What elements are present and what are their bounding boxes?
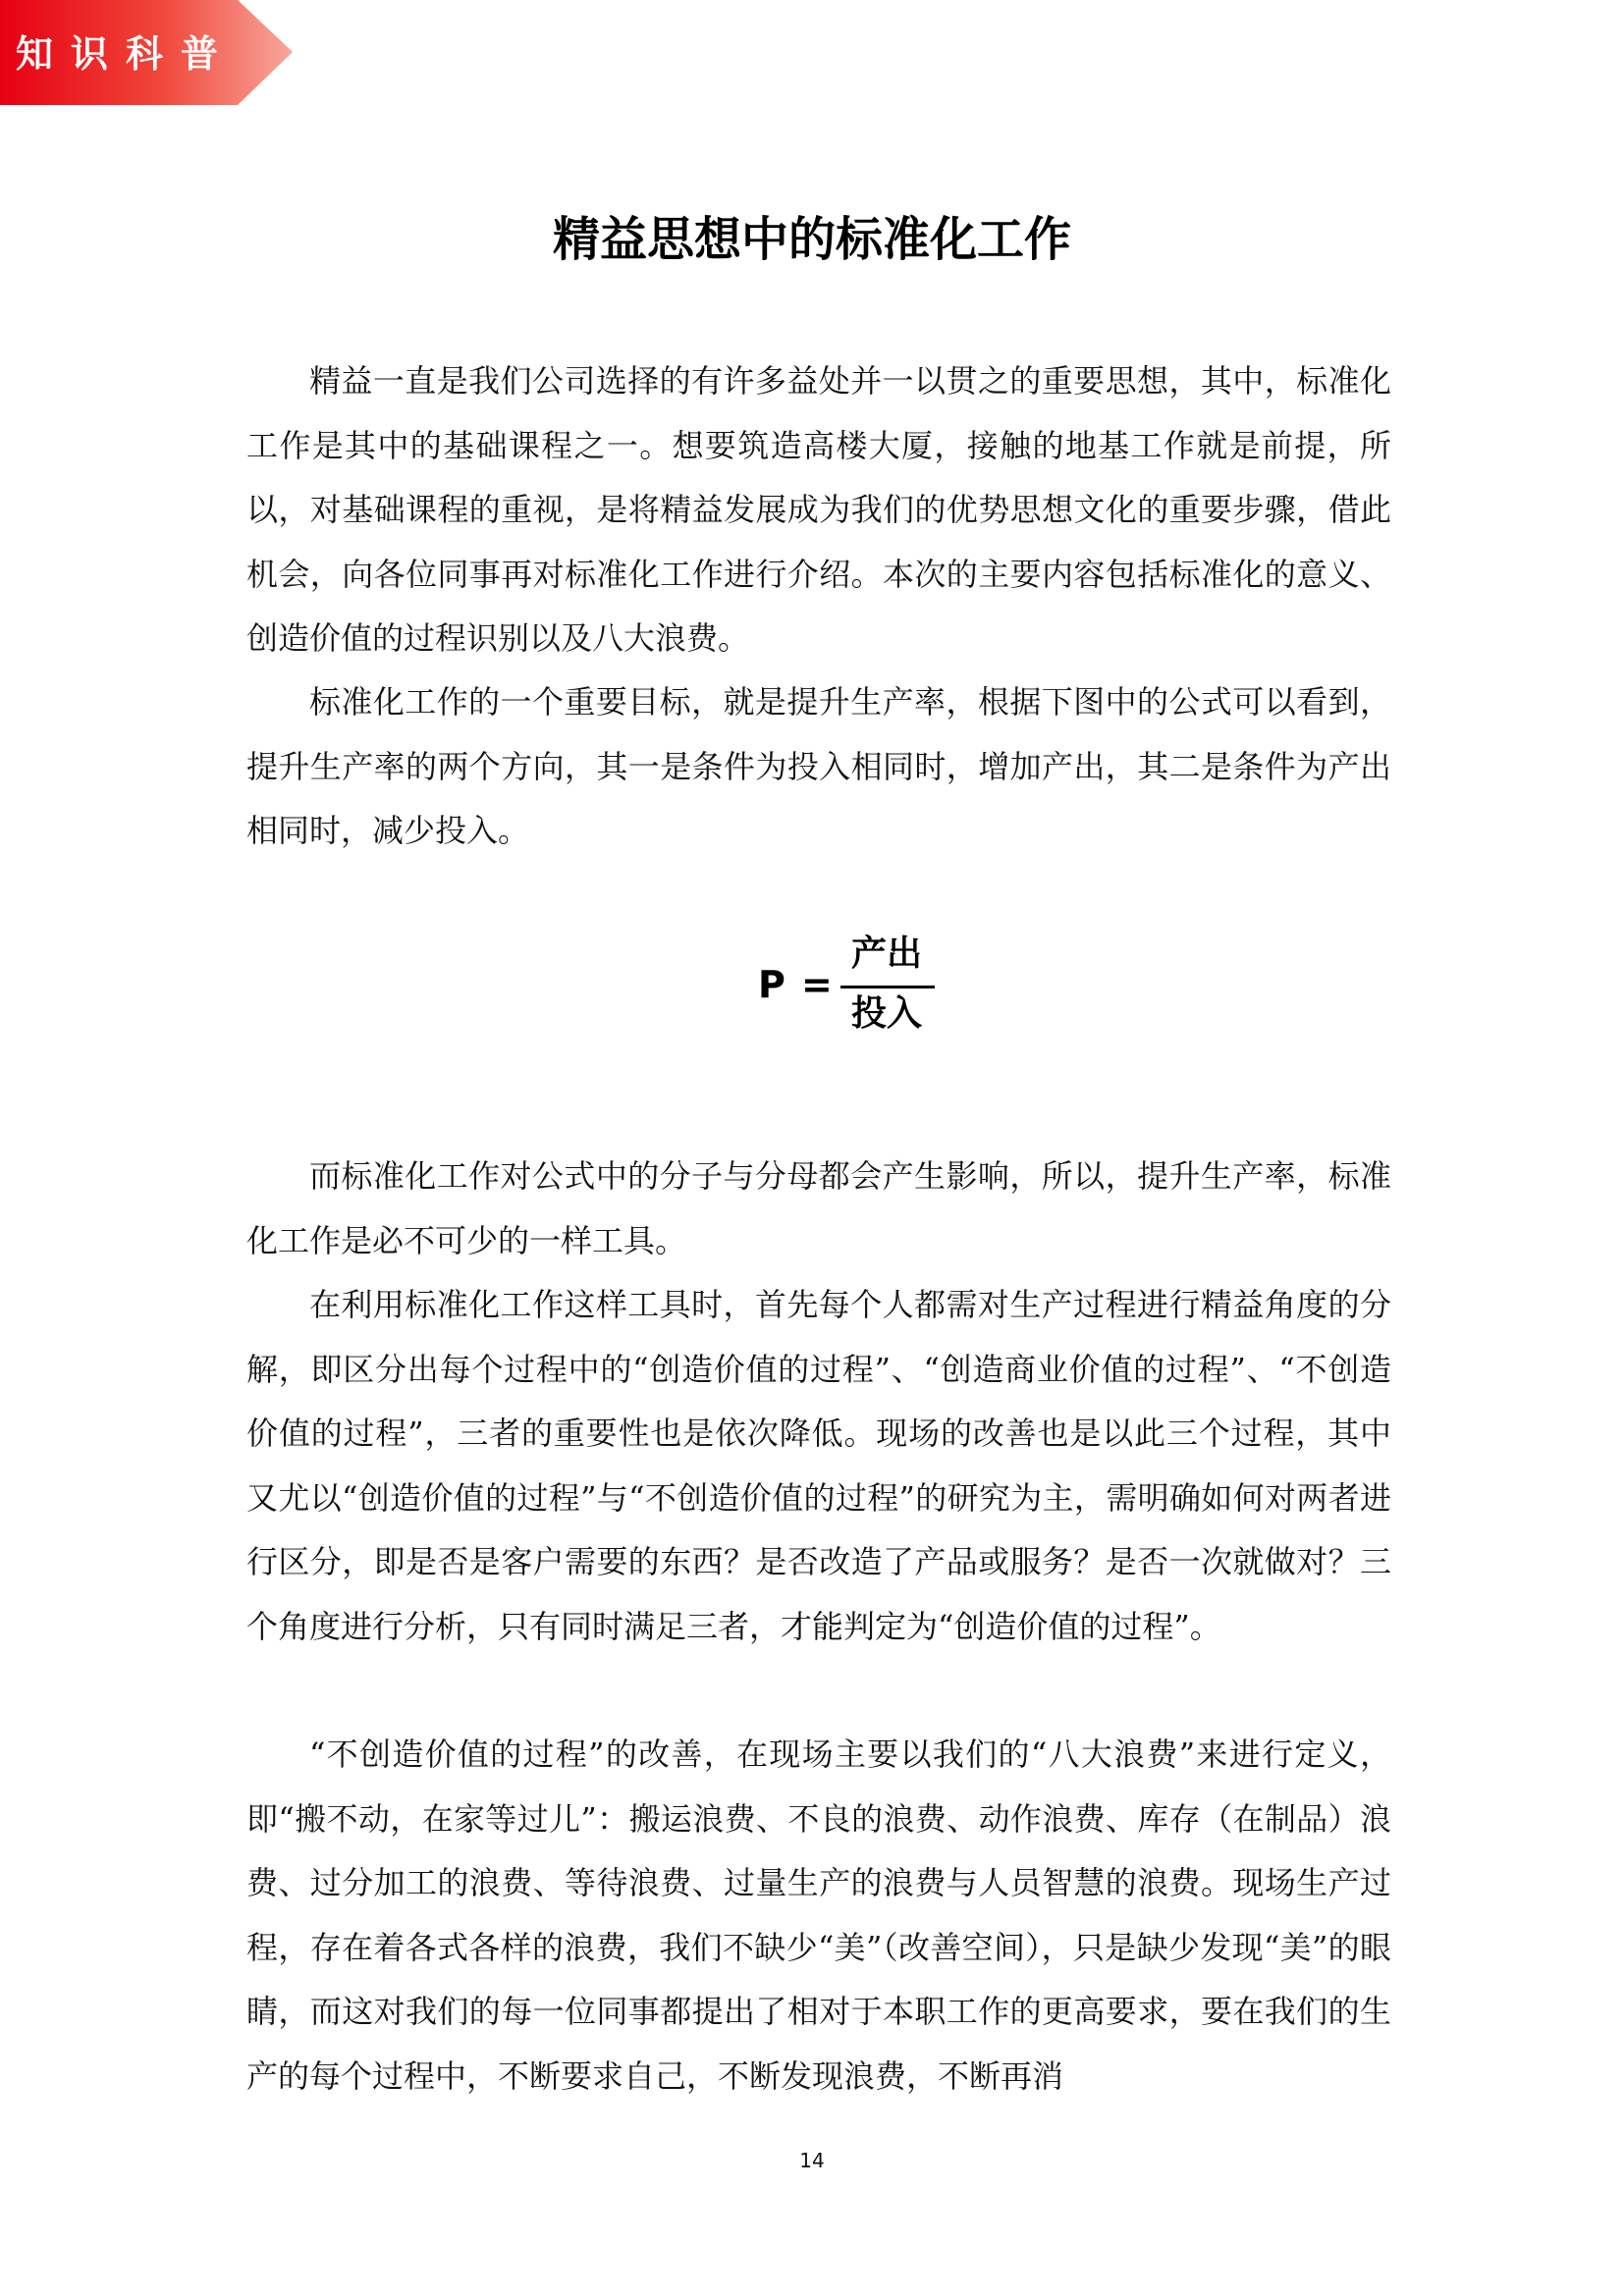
paragraph-formula-impact: 而标准化工作对公式中的分子与分母都会产生影响，所以，提升生产率，标准化工作是必不可少的一样工具。 (246, 1157, 1391, 1259)
page-number: 14 (799, 2149, 825, 2172)
formula-equals: = (801, 963, 833, 1006)
paragraph-intro: 精益一直是我们公司选择的有许多益处并一以贯之的重要思想，其中，标准化工作是其中的基础课程之一。想要筑造高楼大厦，接触的地基工作就是前提，所以，对基础课程的重视，是将精益发展成为我们的优势思想文化的重要步骤，借此机会，向各位同事再对标准化工作进行介绍。本次的主要内容包括标准化的意义、创造价值的过程识别以及八大浪费。 (246, 362, 1391, 657)
formula-denominator: 投入 (850, 993, 922, 1034)
paragraph-productivity: 标准化工作的一个重要目标，就是提升生产率，根据下图中的公式可以看到，提升生产率的两个方向，其一是条件为投入相同时，增加产出，其二是条件为产出相同时，减少投入。 (246, 683, 1391, 849)
formula-numerator: 产出 (850, 934, 922, 974)
article-title: 精益思想中的标准化工作 (552, 212, 1071, 267)
formula-variable: P (758, 963, 785, 1006)
productivity-formula (754, 931, 950, 1044)
fraction-bar (840, 986, 935, 988)
paragraph-eight-wastes: “不创造价值的过程”的改善，在现场主要以我们的“八大浪费”来进行定义，即“搬不动，在家等过儿”：搬运浪费、不良的浪费、动作浪费、库存（在制品）浪费、过分加工的浪费、等待浪费、过量生产的浪费与人员智慧的浪费。现场生产过程，存在着各式各样的浪费，我们不缺少“美”（改善空间），只是缺少发现“美”的眼睛，而这对我们的每一位同事都提出了相对于本职工作的更高要求，要在我们的生产的每个过程中，不断要求自己，不断发现浪费，不断再消 (246, 1735, 1391, 2095)
section-banner-label: 知识科普 (16, 32, 237, 76)
paragraph-value-process: 在利用标准化工作这样工具时，首先每个人都需对生产过程进行精益角度的分解，即区分出每个过程中的“创造价值的过程”、“创造商业价值的过程”、“不创造价值的过程”，三者的重要性也是依次降低。现场的改善也是以此三个过程，其中又尤以“创造价值的过程”与“不创造价值的过程”的研究为主，需明确如何对两者进行区分，即是否是客户需要的东西？是否改造了产品或服务？是否一次就做对？三个角度进行分析，只有同时满足三者，才能判定为“创造价值的过程”。 (246, 1286, 1391, 1645)
